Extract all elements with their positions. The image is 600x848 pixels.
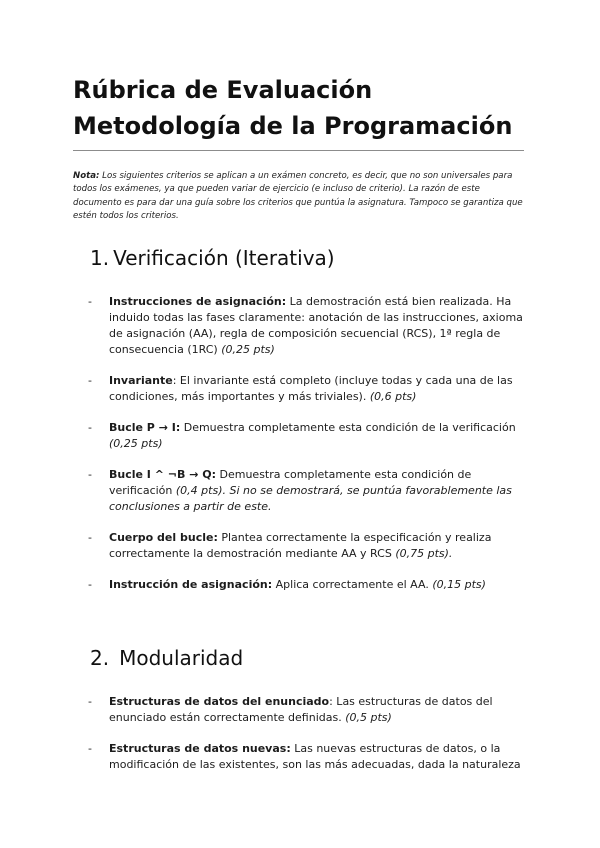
bullet-marker: - xyxy=(88,742,92,755)
note-paragraph xyxy=(73,170,523,223)
item-label: Estructuras de datos del enunciado xyxy=(109,695,330,708)
list-item xyxy=(88,694,528,726)
item-label: Instrucciones de asignación: xyxy=(109,295,287,308)
bullet-marker: - xyxy=(88,578,92,591)
item-points: (0,25 pts) xyxy=(109,437,163,450)
item-text: Las nuevas estructuras de datos, o la modificación de las existentes, son las más adecuadas, dada la naturaleza xyxy=(109,742,521,771)
note-label: Nota: xyxy=(73,171,100,181)
section-heading-verificacion xyxy=(90,245,335,271)
list-item xyxy=(88,467,528,515)
list-item xyxy=(88,530,528,562)
note-text: Los siguientes criterios se aplican a un exámen concreto, es decir, que no son universales para todos los exámenes, ya que pueden variar de ejercicio (e incluso de criterio). La razón de este documento es para dar una guía sobre los criterios que puntúa la asignatura. Tampoco se garantiza que estén todos los criterios. xyxy=(73,171,523,221)
section-number: 2. xyxy=(90,646,110,670)
list-item xyxy=(88,294,528,358)
section-title: Modularidad xyxy=(119,646,244,670)
item-text: Plantea correctamente la especificación y realiza correctamente la demostración mediante AA y RCS xyxy=(109,531,492,560)
bullet-marker: - xyxy=(88,421,92,434)
item-points: (0,75 pts). xyxy=(395,547,453,560)
list-item xyxy=(88,577,528,593)
bullet-marker: - xyxy=(88,374,92,387)
bullet-marker: - xyxy=(88,695,92,708)
item-label: Invariante xyxy=(109,374,173,387)
list-item xyxy=(88,741,528,773)
item-label: Estructuras de datos nuevas: xyxy=(109,742,291,755)
section-heading-modularidad xyxy=(90,645,243,671)
bullet-marker: - xyxy=(88,468,92,481)
item-label: Instrucción de asignación: xyxy=(109,578,273,591)
item-points: (0,5 pts) xyxy=(345,711,392,724)
item-points: (0,6 pts) xyxy=(369,390,417,403)
item-points: (0,15 pts) xyxy=(432,578,486,591)
item-points: (0,25 pts) xyxy=(221,343,275,356)
list-item xyxy=(88,373,528,405)
list-item xyxy=(88,420,528,452)
bullet-marker: - xyxy=(88,531,92,544)
section-number: 1. xyxy=(90,246,110,270)
page-title: Rúbrica de Evaluación Metodología de la Programación xyxy=(73,76,513,140)
verificacion-criteria-list xyxy=(88,294,528,593)
item-text: : Las estructuras de datos del enunciado están correctamente definidas. xyxy=(109,695,493,724)
item-text: Demuestra completamente esta condición de verificación xyxy=(109,468,472,497)
item-text: La demostración está bien realizada. Ha induido todas las fases claramente: anotación de las instrucciones, axioma de asignación (AA), regla de composición secuencial (RCS), 1ª regla de consecuencia (1RC) xyxy=(109,295,523,356)
divider xyxy=(73,150,524,151)
bullet-marker: - xyxy=(88,295,92,308)
item-text: Demuestra completamente esta condición de la verificación xyxy=(180,421,516,434)
item-text: Aplica correctamente el AA. xyxy=(272,578,433,591)
item-label: Bucle P → I: xyxy=(109,421,181,434)
item-text: : El invariante está completo (incluye todas y cada una de las condiciones, más importantes y más triviales). xyxy=(109,374,513,403)
section-title: Verificación (Iterativa) xyxy=(113,246,335,270)
item-label: Bucle I ^ ¬B → Q: xyxy=(109,468,216,481)
item-points: (0,4 pts). Si no se demostrará, se puntúa favorablemente las conclusiones a partir de este. xyxy=(109,484,512,513)
modularidad-criteria-list xyxy=(88,694,528,773)
item-label: Cuerpo del bucle: xyxy=(109,531,218,544)
